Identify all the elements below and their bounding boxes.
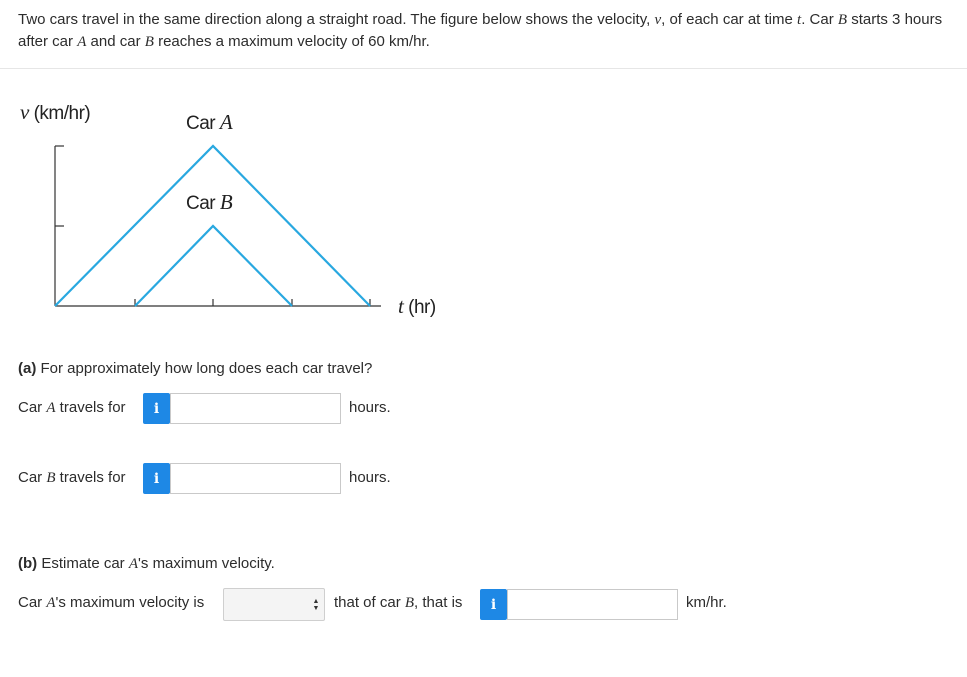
car-b-label bbox=[186, 190, 232, 215]
part-a-tag: (a) bbox=[18, 360, 37, 377]
between-letter: B bbox=[404, 595, 415, 611]
info-icon[interactable]: i bbox=[143, 393, 170, 424]
velocity-figure bbox=[0, 90, 470, 330]
max-velocity-row-label bbox=[18, 594, 204, 612]
velocity-unit: km/hr. bbox=[686, 594, 727, 611]
intro-text-5: and car bbox=[86, 33, 145, 50]
intro-text-6: reaches a maximum velocity of 60 km/hr. bbox=[153, 33, 430, 50]
problem-statement bbox=[18, 9, 948, 53]
intro-text-3: . Car bbox=[801, 11, 838, 28]
y-axis-unit: (km/hr) bbox=[33, 103, 91, 124]
car-b-word: Car bbox=[186, 193, 216, 214]
car-a-row-label bbox=[18, 399, 126, 417]
info-icon[interactable]: i bbox=[480, 589, 507, 620]
y-axis-var: v bbox=[20, 100, 29, 124]
car-a-letter-var: A bbox=[46, 400, 56, 416]
car-b-prefix: Car bbox=[18, 469, 47, 486]
part-b-q-suffix: 's maximum velocity. bbox=[138, 555, 275, 572]
car-a-letter: A bbox=[219, 110, 233, 134]
intro-text-1: Two cars travel in the same direction along a straight road. The figure below shows the velocity, bbox=[18, 11, 655, 28]
row-letter: A bbox=[46, 595, 56, 611]
car-b-unit: hours. bbox=[349, 469, 391, 486]
intro-var-a: A bbox=[77, 34, 87, 50]
comparison-select[interactable] bbox=[223, 588, 325, 621]
row-prefix: Car bbox=[18, 594, 47, 611]
between-prefix: that of car bbox=[334, 594, 405, 611]
car-b-row-label bbox=[18, 469, 126, 487]
select-arrows-icon: ▲ ▼ bbox=[312, 597, 320, 612]
car-a-suffix: travels for bbox=[55, 399, 126, 416]
row-suffix: 's maximum velocity is bbox=[55, 594, 205, 611]
intro-var-b1: B bbox=[837, 12, 848, 28]
intro-text-4: starts 3 hours after car bbox=[18, 11, 943, 50]
car-a-duration-input[interactable] bbox=[170, 393, 341, 424]
intro-var-b2: B bbox=[144, 34, 154, 50]
car-b-letter-var: B bbox=[46, 470, 56, 486]
info-icon[interactable]: i bbox=[143, 463, 170, 494]
car-a-unit: hours. bbox=[349, 399, 391, 416]
car-b-suffix: travels for bbox=[55, 469, 126, 486]
intro-text-2: , of each car at time bbox=[661, 11, 798, 28]
part-a-question-text: For approximately how long does each car travel? bbox=[36, 360, 373, 377]
y-axis-label bbox=[20, 100, 90, 125]
part-a-question bbox=[18, 360, 372, 377]
part-b-question bbox=[18, 555, 275, 573]
car-a-word: Car bbox=[186, 113, 216, 134]
intro-var-t: t bbox=[797, 12, 802, 28]
car-a-prefix: Car bbox=[18, 399, 47, 416]
car-b-letter: B bbox=[219, 190, 233, 214]
max-velocity-input[interactable] bbox=[507, 589, 678, 620]
car-b-duration-input[interactable] bbox=[170, 463, 341, 494]
part-b-q-letter: A bbox=[128, 556, 139, 572]
intro-var-v: v bbox=[654, 12, 662, 28]
car-a-label bbox=[186, 110, 232, 135]
x-axis-unit: (hr) bbox=[408, 297, 436, 318]
x-axis-var: t bbox=[398, 294, 404, 318]
x-axis-label bbox=[398, 294, 436, 319]
part-b-q-prefix: Estimate car bbox=[37, 555, 129, 572]
car-b-velocity-line bbox=[135, 226, 292, 306]
section-divider bbox=[0, 68, 967, 69]
between-label bbox=[334, 594, 462, 612]
part-b-tag: (b) bbox=[18, 555, 38, 572]
between-suffix: , that is bbox=[414, 594, 463, 611]
